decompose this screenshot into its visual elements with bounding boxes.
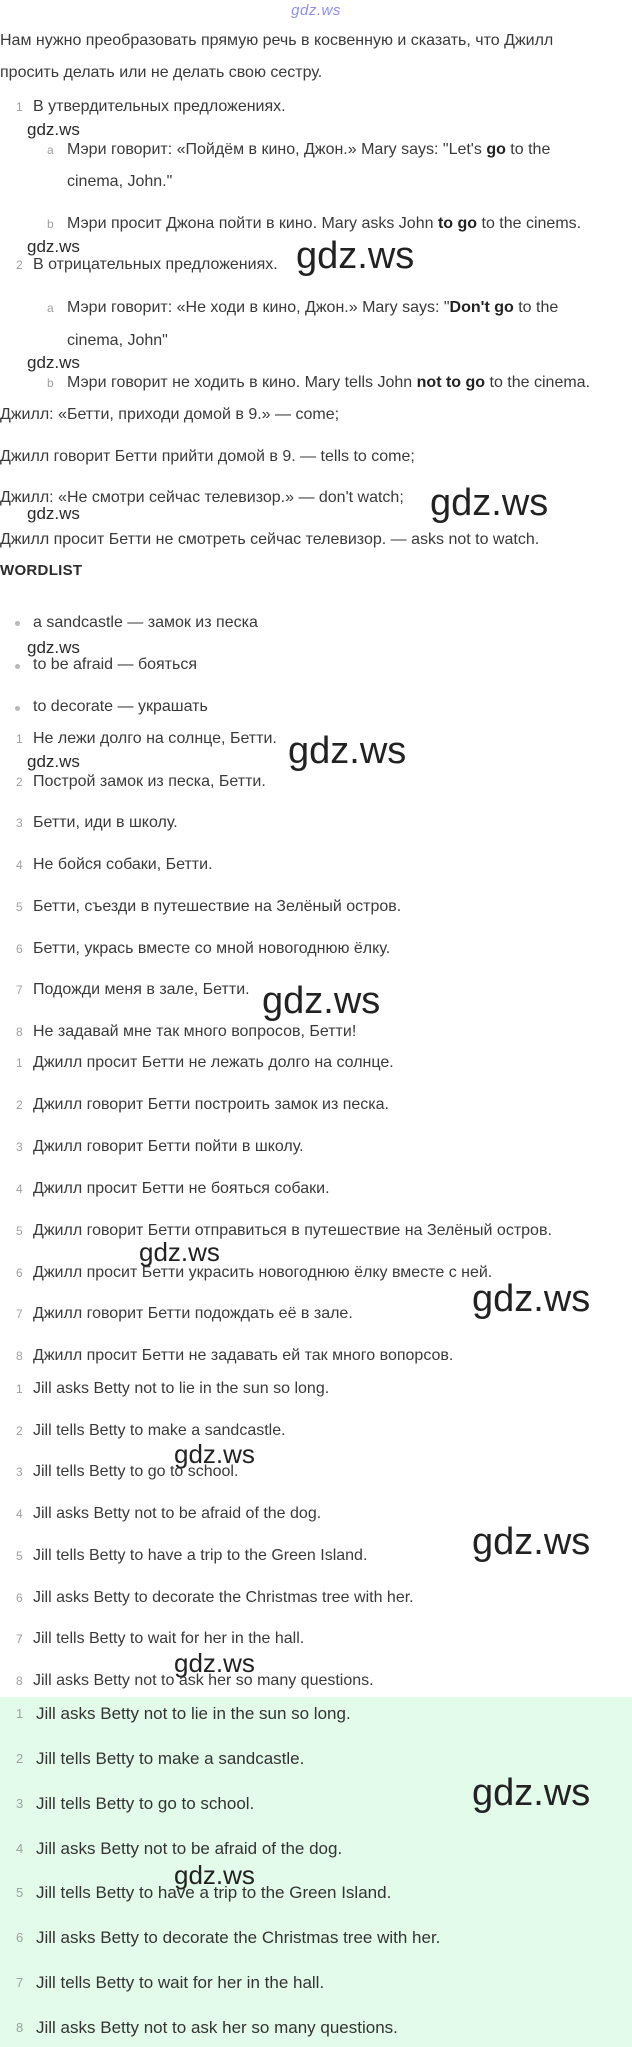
item-number: 7 (16, 1975, 24, 1990)
watermark: gdz.ws (472, 1772, 591, 1814)
watermark: gdz.ws (472, 1278, 591, 1320)
list-item: Jill tells Betty to go to school. (33, 1463, 239, 1480)
item-number: 8 (16, 1349, 23, 1363)
list-item: Jill tells Betty to have a trip to the Green Island. (33, 1547, 368, 1564)
bullet (15, 706, 20, 711)
item-number: 2 (16, 1751, 24, 1766)
watermark: gdz.ws (262, 980, 381, 1022)
answer-item: Jill tells Betty to go to school. (36, 1794, 255, 1813)
intro-line-2: просить делать или не делать свою сестру. (0, 64, 323, 81)
sub-marker: b (47, 217, 54, 231)
list-item: Джилл просит Бетти не задавать ей так много вопорсов. (33, 1347, 454, 1364)
answer-item: Jill asks Betty to decorate the Christmas tree with her. (36, 1928, 441, 1947)
item-number: 3 (16, 1465, 23, 1479)
rule-title: В утвердительных предложениях. (33, 98, 286, 115)
list-item: Jill asks Betty to decorate the Christmas tree with her. (33, 1589, 414, 1606)
rule-number: 1 (16, 100, 23, 114)
list-item: Jill asks Betty not to ask her so many questions. (33, 1672, 374, 1689)
answer-box (0, 1697, 632, 2047)
watermark: gdz.ws (27, 353, 80, 372)
sub-marker: a (47, 143, 54, 157)
item-number: 6 (16, 1930, 24, 1945)
rule-example-cont: cinema, John" (67, 332, 168, 349)
list-item: Построй замок из песка, Бетти. (33, 773, 266, 790)
watermark: gdz.ws (430, 482, 549, 524)
list-item: Jill tells Betty to make a sandcastle. (33, 1422, 286, 1439)
list-item: Джилл говорит Бетти подождать её в зале. (33, 1305, 353, 1322)
item-number: 1 (16, 1056, 23, 1070)
list-item: Бетти, иди в школу. (33, 814, 178, 831)
item-number: 2 (16, 775, 23, 789)
item-number: 7 (16, 1632, 23, 1646)
watermark: gdz.ws (27, 504, 80, 523)
item-number: 5 (16, 1885, 24, 1900)
item-number: 5 (16, 1224, 23, 1238)
watermark: gdz.ws (27, 237, 80, 256)
list-item: Подожди меня в зале, Бетти. (33, 981, 250, 998)
site-logo[interactable]: gdz.ws (291, 2, 341, 19)
rule-example-cont: cinema, John." (67, 173, 173, 190)
answer-item: Jill tells Betty to have a trip to the Green Island. (36, 1883, 392, 1902)
item-number: 5 (16, 900, 23, 914)
item-number: 1 (16, 1706, 24, 1721)
example-line: Джилл говорит Бетти прийти домой в 9. — tells to come; (0, 448, 415, 465)
rule-example: Мэри говорит: «Пойдём в кино, Джон.» Mary says: "Let's go to the (67, 141, 551, 158)
item-number: 4 (16, 1182, 23, 1196)
rule-example: Мэри просит Джона пойти в кино. Mary asks John to go to the cinems. (67, 215, 582, 232)
list-item: Не задавай мне так много вопросов, Бетти! (33, 1023, 357, 1040)
list-item: Джилл просит Бетти не лежать долго на солнце. (33, 1054, 394, 1071)
answer-item: Jill tells Betty to wait for her in the hall. (36, 1973, 325, 1992)
sub-marker: b (47, 376, 54, 390)
watermark: gdz.ws (27, 638, 80, 657)
watermark: gdz.ws (139, 1237, 220, 1267)
watermark: gdz.ws (174, 1648, 255, 1678)
item-number: 6 (16, 942, 23, 956)
example-line: Джилл: «Бетти, приходи домой в 9.» — come; (0, 406, 340, 423)
item-number: 4 (16, 1507, 23, 1521)
answer-item: Jill asks Betty not to be afraid of the dog. (36, 1839, 343, 1858)
list-item: Не бойся собаки, Бетти. (33, 856, 213, 873)
item-number: 7 (16, 1307, 23, 1321)
list-item: Бетти, укрась вместе со мной новогоднюю ёлку. (33, 940, 391, 957)
list-item: Джилл просит Бетти не бояться собаки. (33, 1180, 330, 1197)
list-item: Джилл говорит Бетти построить замок из песка. (33, 1096, 389, 1113)
wordlist-item: a sandcastle — замок из песка (33, 614, 258, 631)
item-number: 4 (16, 858, 23, 872)
list-item: Джилл говорит Бетти пойти в школу. (33, 1138, 304, 1155)
watermark: gdz.ws (27, 120, 80, 139)
item-number: 6 (16, 1266, 23, 1280)
rule-title: В отрицательных предложениях. (33, 256, 278, 273)
list-item: Бетти, съезди в путешествие на Зелёный остров. (33, 898, 402, 915)
item-number: 2 (16, 1424, 23, 1438)
watermark: gdz.ws (174, 1439, 255, 1469)
example-line: Джилл: «Не смотри сейчас телевизор.» — don't watch; (0, 489, 404, 506)
item-number: 2 (16, 1098, 23, 1112)
answer-item: Jill tells Betty to make a sandcastle. (36, 1749, 305, 1768)
item-number: 3 (16, 1796, 24, 1811)
wordlist-item: to decorate — украшать (33, 698, 208, 715)
answer-item: Jill asks Betty not to lie in the sun so long. (36, 1704, 351, 1723)
item-number: 1 (16, 732, 23, 746)
item-number: 3 (16, 816, 23, 830)
rule-example: Мэри говорит: «Не ходи в кино, Джон.» Mary says: "Don't go to the (67, 299, 559, 316)
intro-line-1: Нам нужно преобразовать прямую речь в косвенную и сказать, что Джилл (0, 32, 554, 49)
watermark: gdz.ws (472, 1521, 591, 1563)
list-item: Не лежи долго на солнце, Бетти. (33, 730, 277, 747)
example-line: Джилл просит Бетти не смотреть сейчас телевизор. — asks not to watch. (0, 531, 540, 548)
wordlist-title: WORDLIST (0, 562, 83, 579)
wordlist-item: to be afraid — бояться (33, 656, 197, 673)
rule-number: 2 (16, 258, 23, 272)
list-item: Jill asks Betty not to be afraid of the dog. (33, 1505, 322, 1522)
list-item: Jill tells Betty to wait for her in the hall. (33, 1630, 305, 1647)
bullet (15, 664, 20, 669)
sub-marker: a (47, 301, 54, 315)
watermark: gdz.ws (296, 235, 415, 277)
watermark: gdz.ws (174, 1860, 255, 1890)
item-number: 4 (16, 1841, 24, 1856)
item-number: 8 (16, 2020, 24, 2035)
list-item: Jill asks Betty not to lie in the sun so long. (33, 1380, 330, 1397)
watermark: gdz.ws (288, 730, 407, 772)
item-number: 5 (16, 1549, 23, 1563)
item-number: 8 (16, 1674, 23, 1688)
rule-example: Мэри говорит не ходить в кино. Mary tells John not to go to the cinema. (67, 374, 591, 391)
item-number: 7 (16, 983, 23, 997)
bullet (15, 621, 20, 626)
item-number: 3 (16, 1140, 23, 1154)
list-item: Джилл говорит Бетти отправиться в путешествие на Зелёный остров. (33, 1222, 552, 1239)
item-number: 6 (16, 1591, 23, 1605)
item-number: 8 (16, 1025, 23, 1039)
list-item: Джилл просит Бетти украсить новогоднюю ёлку вместе с ней. (33, 1264, 493, 1281)
answer-item: Jill asks Betty not to ask her so many questions. (36, 2018, 398, 2037)
watermark: gdz.ws (27, 752, 80, 771)
item-number: 1 (16, 1382, 23, 1396)
